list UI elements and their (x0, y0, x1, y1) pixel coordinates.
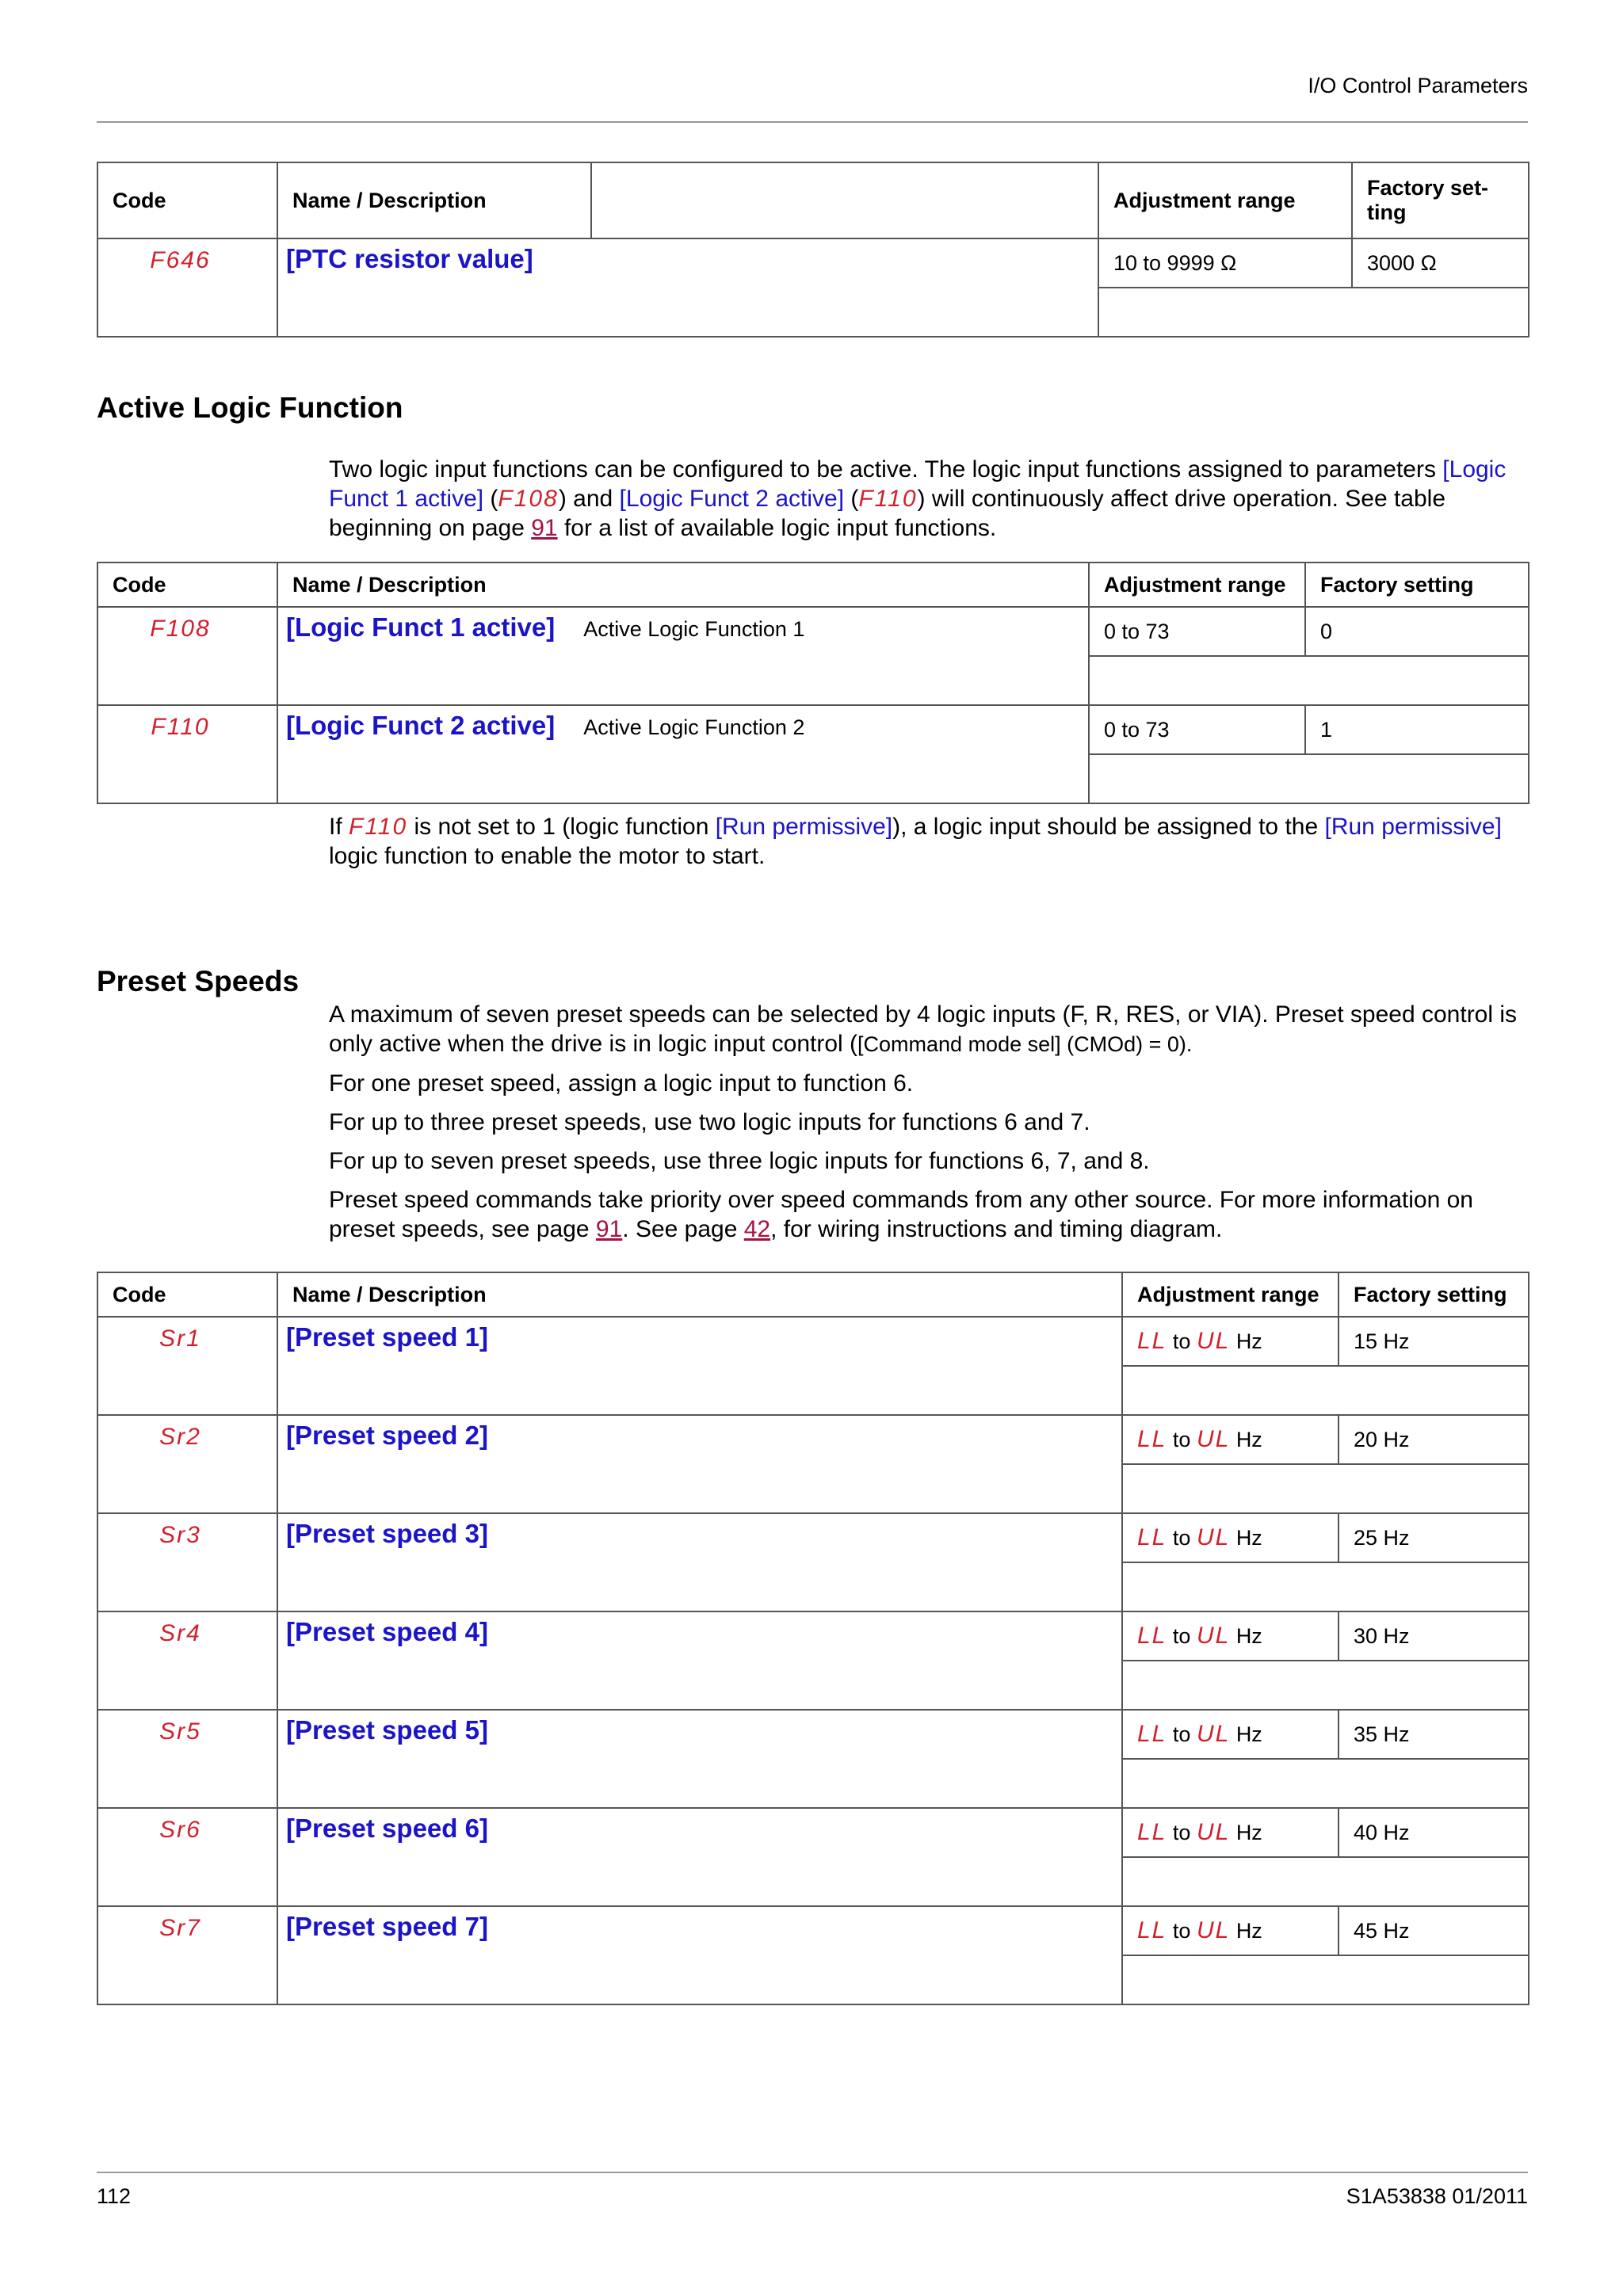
param-code: Sr6 (159, 1817, 201, 1843)
param-range: LL to UL Hz (1122, 1611, 1338, 1661)
section-title-preset-speeds: Preset Speeds (97, 965, 300, 997)
param-factory: 30 Hz (1338, 1611, 1529, 1661)
table-row (97, 1513, 1529, 1562)
param-range: LL to UL Hz (1122, 1513, 1338, 1562)
param-range: 10 to 9999 Ω (1098, 238, 1352, 288)
table-row (97, 1415, 1529, 1464)
footer-rule (97, 2172, 1528, 2173)
param-name: [Preset speed 1] (286, 1322, 488, 1352)
param-name: [Preset speed 2] (286, 1421, 488, 1450)
param-name: [Preset speed 4] (286, 1617, 488, 1646)
param-factory: 0 (1305, 607, 1529, 656)
param-range: LL to UL Hz (1122, 1710, 1338, 1759)
param-range: LL to UL Hz (1122, 1808, 1338, 1857)
param-factory: 3000 Ω (1352, 238, 1529, 288)
col-name: Name / Description (277, 1272, 1122, 1317)
col-range: Adjustment range (1122, 1272, 1338, 1317)
param-code: F108 (150, 616, 211, 642)
param-desc: Active Logic Function 2 (583, 715, 805, 739)
col-factory: Factory setting (1305, 563, 1529, 607)
page-link-91[interactable]: 91 (595, 1216, 623, 1242)
param-name: [Preset speed 6] (286, 1814, 488, 1843)
col-factory: Factory setting (1338, 1272, 1529, 1317)
active-logic-intro: Two logic input functions can be configured to be active. The logic input functions assigned to parameters [Logic Funct 1 active] (F108) and [Logic Funct 2 active] (F110) will continuously affect drive operation. See table beginning on page 91 for a list of available logic input functions. (329, 456, 1507, 541)
param-name: [Preset speed 5] (286, 1715, 488, 1745)
page-link-91[interactable]: 91 (531, 515, 558, 541)
param-code: Sr2 (159, 1424, 201, 1450)
param-name: [Logic Funct 2 active] (286, 711, 556, 740)
col-name: Name / Description (277, 162, 591, 238)
page-link-42[interactable]: 42 (743, 1216, 771, 1242)
col-blank (591, 162, 1098, 238)
link-run-permissive-2[interactable]: [Run permissive] (1324, 814, 1502, 840)
col-name: Name / Description (277, 563, 1089, 607)
param-range: LL to UL Hz (1122, 1317, 1338, 1366)
param-range: 0 to 73 (1089, 607, 1305, 656)
col-range: Adjustment range (1089, 563, 1305, 607)
table-row (97, 1611, 1529, 1661)
param-range: LL to UL Hz (1122, 1906, 1338, 1955)
col-code: Code (97, 162, 277, 238)
param-code: Sr5 (159, 1718, 201, 1745)
active-logic-table (97, 562, 1529, 804)
param-code: Sr4 (159, 1620, 201, 1646)
param-factory: 40 Hz (1338, 1808, 1529, 1857)
table-row (97, 1710, 1529, 1759)
table-row (97, 1317, 1529, 1366)
param-name: [Logic Funct 1 active] (286, 612, 556, 642)
param-range: LL to UL Hz (1122, 1415, 1338, 1464)
param-desc: Active Logic Function 1 (583, 617, 805, 641)
preset-intro: A maximum of seven preset speeds can be selected by 4 logic inputs (F, R, RES, or VIA). Preset speed control is only active when the drive is in logic input control ([Command mode sel] (CMOd) = 0). For one preset speed, assign a logic input to function 6. For up to three preset speeds, use two logic inputs for functions 6 and 7. For up to seven preset speeds, use three logic inputs for functions 6, 7, and 8. Preset speed commands take priority over speed commands from any other source. For more information on preset speeds, see page 91. See page 42, for wiring instructions and timing diagram. (329, 1001, 1518, 1242)
header-rule (97, 121, 1528, 123)
param-factory: 45 Hz (1338, 1906, 1529, 1955)
preset-speeds-table (97, 1272, 1529, 2005)
page-number: 112 (97, 2184, 132, 2208)
param-code: Sr1 (159, 1325, 201, 1352)
table-row (97, 1808, 1529, 1857)
col-code: Code (97, 563, 277, 607)
param-name: [Preset speed 3] (286, 1519, 488, 1548)
ptc-table (97, 162, 1529, 338)
link-run-permissive[interactable]: [Run permissive] (715, 814, 893, 840)
param-factory: 35 Hz (1338, 1710, 1529, 1759)
param-code: Sr3 (159, 1522, 201, 1548)
running-header: I/O Control Parameters (1308, 74, 1528, 97)
param-code: Sr7 (159, 1915, 201, 1941)
param-name: [PTC resistor value] (286, 244, 533, 273)
doc-reference: S1A53838 01/2011 (1346, 2184, 1528, 2208)
param-factory: 1 (1305, 705, 1529, 754)
col-range: Adjustment range (1098, 162, 1352, 238)
col-code: Code (97, 1272, 277, 1317)
param-name: [Preset speed 7] (286, 1912, 488, 1941)
link-logic-funct-2[interactable]: [Logic Funct 2 active] (619, 486, 845, 512)
param-factory: 25 Hz (1338, 1513, 1529, 1562)
col-factory: Factory set- ting (1352, 162, 1529, 238)
link-logic-funct-1[interactable]: [Logic Funct 1 active] (329, 456, 1507, 512)
section-title-active-logic: Active Logic Function (97, 391, 403, 424)
param-factory: 20 Hz (1338, 1415, 1529, 1464)
param-factory: 15 Hz (1338, 1317, 1529, 1366)
active-logic-note: If F110 is not set to 1 (logic function [Run permissive]), a logic input should be assigned to the [Run permissive] logic function to enable the motor to start. (329, 814, 1502, 869)
param-code: F110 (151, 714, 210, 740)
table-row (97, 1906, 1529, 1955)
param-code: F646 (150, 247, 211, 273)
param-range: 0 to 73 (1089, 705, 1305, 754)
